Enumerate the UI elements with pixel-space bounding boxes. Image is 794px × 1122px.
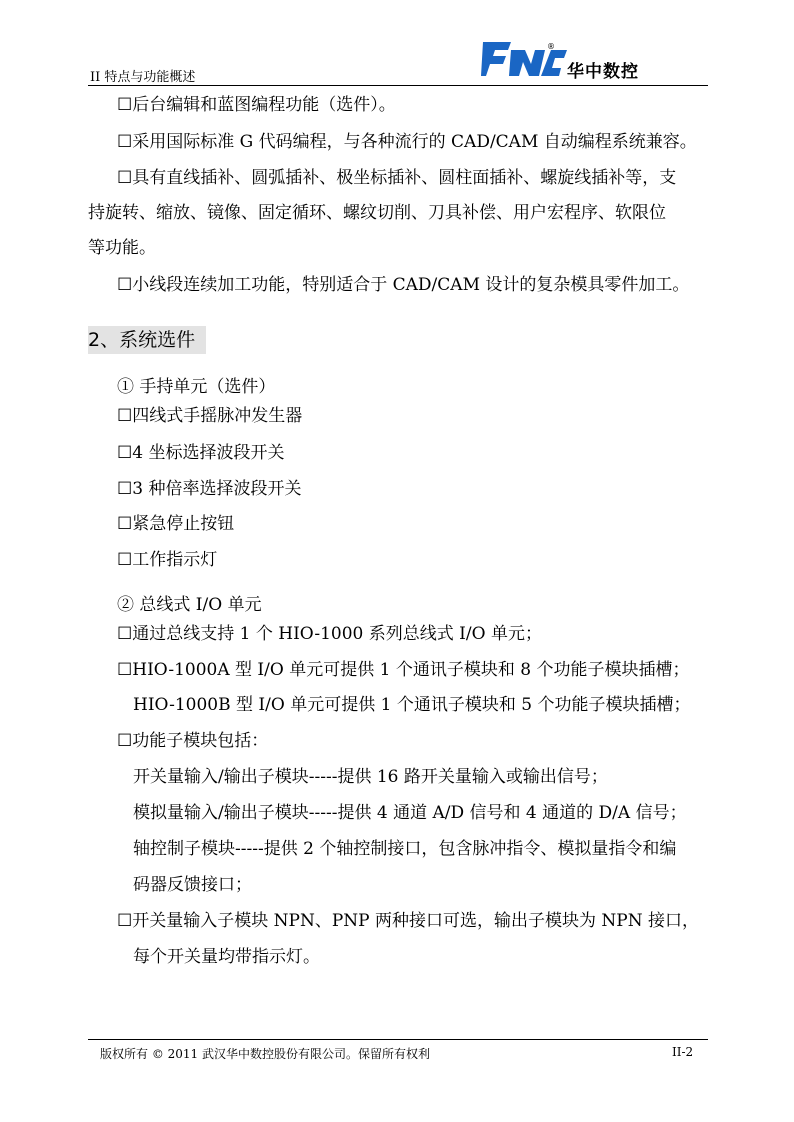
feature-line: 等功能。 bbox=[88, 238, 156, 258]
header-divider bbox=[88, 85, 708, 86]
list-item: 开关量输入/输出子模块-----提供 16 路开关量输入或输出信号； bbox=[133, 767, 608, 787]
list-item: ☐功能子模块包括： bbox=[117, 731, 269, 751]
footer-divider bbox=[88, 1039, 708, 1040]
header-section-label: II 特点与功能概述 bbox=[90, 70, 196, 85]
feature-line: ☐小线段连续加工功能，特别适合于 CAD/CAM 设计的复杂模具零件加工。 bbox=[117, 275, 690, 295]
list-item: ☐HIO-1000A 型 I/O 单元可提供 1 个通讯子模块和 8 个功能子模块插槽； bbox=[117, 660, 690, 680]
feature-line: ☐后台编辑和蓝图编程功能（选件）。 bbox=[117, 95, 396, 115]
feature-line: ☐采用国际标准 G 代码编程，与各种流行的 CAD/CAM 自动编程系统兼容。 bbox=[117, 132, 697, 152]
section-title-text: 2、系统选件 bbox=[88, 329, 196, 351]
list-item: 每个开关量均带指示灯。 bbox=[133, 947, 320, 967]
list-item: ☐3 种倍率选择波段开关 bbox=[117, 479, 302, 499]
list-item: 模拟量输入/输出子模块-----提供 4 通道 A/D 信号和 4 通道的 D/A 信号； bbox=[133, 803, 687, 823]
list-item: ☐紧急停止按钮 bbox=[117, 514, 235, 534]
list-item: HIO-1000B 型 I/O 单元可提供 1 个通讯子模块和 5 个功能子模块插槽； bbox=[133, 695, 691, 715]
list-item: ☐4 坐标选择波段开关 bbox=[117, 443, 285, 463]
list-item: 轴控制子模块-----提供 2 个轴控制接口，包含脉冲指令、模拟量指令和编 bbox=[133, 839, 677, 859]
logo-company-name: 华中数控 bbox=[567, 62, 639, 82]
feature-line: ☐具有直线插补、圆弧插补、极坐标插补、圆柱面插补、螺旋线插补等，支 bbox=[117, 168, 677, 188]
list-item: ☐通过总线支持 1 个 HIO-1000 系列总线式 I/O 单元； bbox=[117, 624, 542, 644]
page-number: II-2 bbox=[672, 1045, 694, 1059]
section-title bbox=[88, 326, 206, 354]
list-item: ☐四线式手摇脉冲发生器 bbox=[117, 406, 303, 426]
feature-line: 持旋转、缩放、镜像、固定循环、螺纹切削、刀具补偿、用户宏程序、软限位 bbox=[88, 203, 666, 223]
subsection-title: ① 手持单元（选件） bbox=[117, 377, 276, 397]
list-item: 码器反馈接口； bbox=[133, 875, 252, 895]
list-item: ☐工作指示灯 bbox=[117, 550, 218, 570]
registered-mark: ® bbox=[547, 42, 555, 51]
subsection-title: ② 总线式 I/O 单元 bbox=[117, 595, 262, 615]
list-item: ☐开关量输入子模块 NPN、PNP 两种接口可选，输出子模块为 NPN 接口， bbox=[117, 911, 699, 931]
footer-copyright: 版权所有 © 2011 武汉华中数控股份有限公司。保留所有权利 bbox=[100, 1047, 430, 1061]
